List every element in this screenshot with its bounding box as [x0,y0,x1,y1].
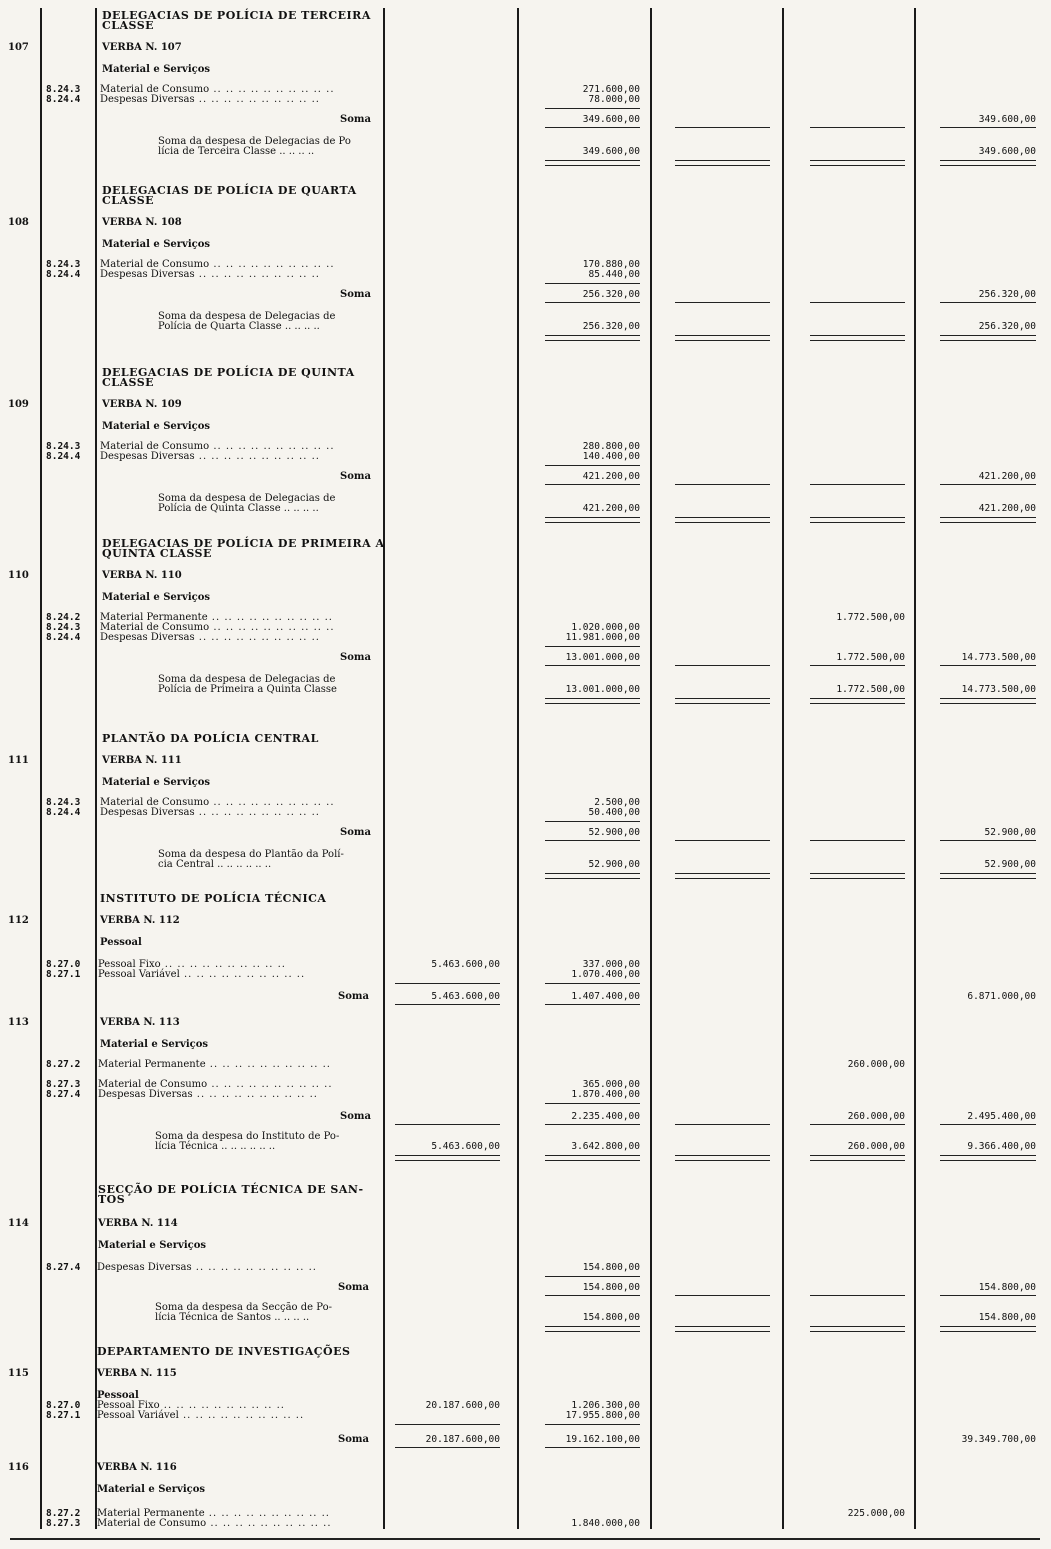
double-rule [810,873,905,879]
total-c2: 13.001.000,00 [565,684,640,695]
double-rule [940,1155,1036,1161]
verba-number: 107 [8,42,29,53]
double-rule [675,1155,770,1161]
col-line-b [517,8,519,1529]
total-c4: 1.772.500,00 [836,684,905,695]
double-rule [545,873,640,879]
verba-label: VERBA N. 113 [100,1017,180,1028]
item-label: Despesas Diversas .. .. [100,807,320,818]
total-label: Soma da despesa de Delegacias de [158,674,336,685]
verba-number: 116 [8,1462,29,1473]
group-label: Material e Serviços [102,777,211,788]
total-label: Soma da despesa da Secção de Po- [155,1302,332,1313]
section-title: DELEGACIAS DE POLÍCIA DE QUINTA [102,366,355,379]
col-line-d [782,8,784,1529]
soma-label: Soma [340,827,371,838]
item-code: 8.24.3 [46,622,81,633]
verba-label: VERBA N. 111 [102,755,182,766]
double-rule [810,698,905,704]
rule-line [940,302,1036,303]
soma-total: 349.600,00 [978,114,1036,125]
rule-line [545,283,640,284]
group-label: Pessoal [100,937,142,948]
verba-number: 110 [8,570,29,581]
group-label: Material e Serviços [102,64,211,75]
rule-line [545,108,640,109]
double-rule [675,698,770,704]
rule-line [545,1103,640,1104]
rule-line [395,1424,500,1425]
double-rule [675,1326,770,1332]
total-label: Polícia de Quarta Classe .. .. .. .. [158,321,320,332]
group-label: Material e Serviços [102,421,211,432]
total-label: lícia Técnica .. .. .. .. .. .. [155,1141,276,1152]
soma-label: Soma [338,1434,369,1445]
rule-line [810,302,905,303]
double-rule [545,517,640,523]
amount-c2: 19.162.100,00 [565,1434,640,1445]
rule-line [940,1295,1036,1296]
verba-number: 111 [8,755,29,766]
amount-c2: 52.900,00 [588,827,640,838]
amount-c2: 349.600,00 [582,114,640,125]
soma-label: Soma [340,289,371,300]
double-rule [675,517,770,523]
rule-line [675,127,770,128]
section-title: CLASSE [102,194,155,207]
item-code: 8.24.4 [46,269,81,280]
verba-label: VERBA N. 109 [102,399,182,410]
rule-line [675,665,770,666]
amount-c2: 170.880,00 [582,259,640,270]
page-bottom-rule [10,1538,1040,1540]
rule-line [545,127,640,128]
rule-line [395,983,500,984]
amount-c2: 271.600,00 [582,84,640,95]
item-label: Pessoal Fixo .. .. [97,1400,285,1411]
verba-number: 114 [8,1218,29,1229]
item-label: Material de Consumo .. .. [100,441,335,452]
double-rule [545,1155,640,1161]
item-label: Material de Consumo .. .. [100,622,335,633]
item-label: Pessoal Variável .. .. [98,969,305,980]
soma-total: 154.800,00 [978,1282,1036,1293]
double-rule [675,160,770,166]
rule-line [940,840,1036,841]
rule-line [940,484,1036,485]
amount-c2: 337.000,00 [582,959,640,970]
group-label: Pessoal [97,1390,139,1401]
amount-c2: 256.320,00 [582,289,640,300]
item-code: 8.24.4 [46,632,81,643]
rule-line [545,1424,640,1425]
amount-c4: 1.772.500,00 [836,612,905,623]
item-label: Material de Consumo .. .. [100,797,335,808]
rule-line [675,1295,770,1296]
section-title: SECÇÃO DE POLÍCIA TÉCNICA DE SAN- [98,1183,364,1196]
col-line-code [40,8,42,1529]
rule-line [810,127,905,128]
item-label: Material de Consumo .. .. [98,1079,333,1090]
verba-number: 115 [8,1368,29,1379]
rule-line [395,1004,500,1005]
section-title: QUINTA CLASSE [102,547,212,560]
total-label: cia Central .. .. .. .. .. .. [158,859,272,870]
amount-c1: 5.463.600,00 [431,1141,500,1152]
rule-line [545,1447,640,1448]
amount-c1: 5.463.600,00 [431,959,500,970]
rule-line [545,1004,640,1005]
amount-c2: 154.800,00 [582,1262,640,1273]
amount-c4: 260.000,00 [847,1059,905,1070]
amount-c2: 1.840.000,00 [571,1518,640,1529]
rule-line [940,1124,1036,1125]
item-code: 8.24.4 [46,94,81,105]
soma-total: 6.871.000,00 [967,991,1036,1002]
amount-c2: 1.407.400,00 [571,991,640,1002]
section-title: PLANTÃO DA POLÍCIA CENTRAL [102,732,319,745]
item-code: 8.27.2 [46,1508,81,1519]
item-code: 8.24.3 [46,84,81,95]
double-rule [940,517,1036,523]
total-c2: 154.800,00 [582,1312,640,1323]
total-label: lícia Técnica de Santos .. .. .. .. [155,1312,310,1323]
item-label: Pessoal Variável .. .. [97,1410,304,1421]
amount-c4: 260.000,00 [847,1111,905,1122]
verba-number: 112 [8,915,29,926]
verba-number: 108 [8,217,29,228]
rule-line [810,1295,905,1296]
rule-line [545,484,640,485]
total-label: Soma da despesa do Instituto de Po- [155,1131,340,1142]
item-code: 8.27.3 [46,1518,81,1529]
item-code: 8.24.2 [46,612,81,623]
rule-line [675,302,770,303]
section-title: INSTITUTO DE POLÍCIA TÉCNICA [100,892,327,905]
total-c5: 349.600,00 [978,146,1036,157]
rule-line [545,821,640,822]
double-rule [940,1326,1036,1332]
amount-c2: 365.000,00 [582,1079,640,1090]
amount-c2: 17.955.800,00 [565,1410,640,1421]
amount-c1: 20.187.600,00 [425,1434,500,1445]
soma-label: Soma [338,991,369,1002]
amount-c1: 5.463.600,00 [431,991,500,1002]
rule-line [810,665,905,666]
double-rule [810,1155,905,1161]
total-label: Polícia de Quinta Classe .. .. .. .. [158,503,319,514]
total-c2: 52.900,00 [588,859,640,870]
item-label: Despesas Diversas .. .. [100,94,320,105]
total-c5: 14.773.500,00 [961,684,1036,695]
soma-label: Soma [340,114,371,125]
item-code: 8.27.2 [46,1059,81,1070]
double-rule [810,1326,905,1332]
item-code: 8.24.3 [46,441,81,452]
item-code: 8.27.4 [46,1262,81,1273]
amount-c2: 280.800,00 [582,441,640,452]
total-c5: 9.366.400,00 [967,1141,1036,1152]
verba-label: VERBA N. 108 [102,217,182,228]
section-title: TOS [98,1193,126,1206]
item-code: 8.27.3 [46,1079,81,1090]
item-label: Despesas Diversas .. .. [97,1262,317,1273]
item-label: Despesas Diversas .. .. [100,269,320,280]
soma-total: 2.495.400,00 [967,1111,1036,1122]
item-code: 8.27.0 [46,959,81,970]
amount-c2: 50.400,00 [588,807,640,818]
rule-line [545,983,640,984]
rule-line [545,1276,640,1277]
double-rule [395,1155,500,1161]
rule-line [675,1124,770,1125]
soma-total: 14.773.500,00 [961,652,1036,663]
amount-c2: 1.870.400,00 [571,1089,640,1100]
group-label: Material e Serviços [100,1039,209,1050]
soma-total: 39.349.700,00 [961,1434,1036,1445]
total-c5: 154.800,00 [978,1312,1036,1323]
soma-label: Soma [340,471,371,482]
item-code: 8.27.1 [46,1410,81,1421]
item-code: 8.24.3 [46,259,81,270]
double-rule [810,160,905,166]
amount-c4: 260.000,00 [847,1141,905,1152]
col-line-label [95,8,97,1529]
double-rule [545,1326,640,1332]
soma-c4: 1.772.500,00 [836,652,905,663]
total-label: Soma da despesa de Delegacias de Po [158,136,351,147]
item-label: Despesas Diversas .. .. [98,1089,318,1100]
rule-line [545,1295,640,1296]
soma-total: 421.200,00 [978,471,1036,482]
item-label: Material Permanente .. .. [98,1059,331,1070]
group-label: Material e Serviços [97,1484,206,1495]
col-line-a [383,8,385,1529]
amount-c4: 225.000,00 [847,1508,905,1519]
item-label: Material de Consumo .. .. [97,1518,332,1529]
total-label: lícia de Terceira Classe .. .. .. .. [158,146,315,157]
item-label: Material de Consumo .. .. [100,259,335,270]
double-rule [940,335,1036,341]
verba-label: VERBA N. 112 [100,915,180,926]
soma-label: Soma [340,652,371,663]
total-label: Polícia de Primeira a Quinta Classe [158,684,337,695]
amount-c2: 85.440,00 [588,269,640,280]
rule-line [545,465,640,466]
rule-line [940,127,1036,128]
double-rule [810,335,905,341]
item-code: 8.27.4 [46,1089,81,1100]
item-code: 8.24.4 [46,451,81,462]
soma-label: Soma [340,1111,371,1122]
amount-c2: 2.235.400,00 [571,1111,640,1122]
total-c5: 256.320,00 [978,321,1036,332]
group-label: Material e Serviços [102,239,211,250]
verba-label: VERBA N. 116 [97,1462,177,1473]
section-title: CLASSE [102,376,155,389]
group-label: Material e Serviços [102,592,211,603]
rule-line [675,484,770,485]
soma-total: 256.320,00 [978,289,1036,300]
section-title: DELEGACIAS DE POLÍCIA DE PRIMEIRA A [102,537,385,550]
rule-line [545,665,640,666]
amount-c2: 13.001.000,00 [565,652,640,663]
item-label: Despesas Diversas .. .. [100,632,320,643]
item-code: 8.27.1 [46,969,81,980]
verba-label: VERBA N. 115 [97,1368,177,1379]
total-c2: 421.200,00 [582,503,640,514]
section-title: DEPARTAMENTO DE INVESTIGAÇÕES [97,1345,351,1358]
amount-c1: 20.187.600,00 [425,1400,500,1411]
amount-c2: 78.000,00 [588,94,640,105]
double-rule [545,698,640,704]
rule-line [545,646,640,647]
double-rule [675,335,770,341]
item-code: 8.24.3 [46,797,81,808]
rule-line [395,1447,500,1448]
verba-label: VERBA N. 107 [102,42,182,53]
amount-c2: 2.500,00 [594,797,640,808]
amount-c2: 1.020.000,00 [571,622,640,633]
double-rule [940,698,1036,704]
item-label: Material Permanente .. .. [100,612,333,623]
verba-label: VERBA N. 114 [98,1218,178,1229]
soma-label: Soma [338,1282,369,1293]
section-title: DELEGACIAS DE POLÍCIA DE TERCEIRA [102,9,371,22]
double-rule [940,160,1036,166]
item-label: Material de Consumo .. .. [100,84,335,95]
item-code: 8.27.0 [46,1400,81,1411]
amount-c2: 1.070.400,00 [571,969,640,980]
rule-line [810,484,905,485]
amount-c2: 3.642.800,00 [571,1141,640,1152]
amount-c2: 11.981.000,00 [565,632,640,643]
rule-line [940,665,1036,666]
rule-line [545,840,640,841]
amount-c2: 1.206.300,00 [571,1400,640,1411]
total-label: Soma da despesa de Delegacias de [158,311,336,322]
item-code: 8.24.4 [46,807,81,818]
total-label: Soma da despesa do Plantão da Polí- [158,849,344,860]
double-rule [545,335,640,341]
rule-line [395,1124,500,1125]
item-label: Material Permanente .. .. [97,1508,330,1519]
amount-c2: 140.400,00 [582,451,640,462]
total-c2: 349.600,00 [582,146,640,157]
rule-line [675,840,770,841]
col-line-e [914,8,916,1529]
amount-c2: 154.800,00 [582,1282,640,1293]
soma-total: 52.900,00 [984,827,1036,838]
group-label: Material e Serviços [98,1240,207,1251]
total-c2: 256.320,00 [582,321,640,332]
total-c5: 421.200,00 [978,503,1036,514]
verba-number: 113 [8,1017,29,1028]
amount-c2: 421.200,00 [582,471,640,482]
rule-line [810,1124,905,1125]
section-title: DELEGACIAS DE POLÍCIA DE QUARTA [102,184,357,197]
double-rule [675,873,770,879]
total-c5: 52.900,00 [984,859,1036,870]
item-label: Despesas Diversas .. .. [100,451,320,462]
total-label: Soma da despesa de Delegacias de [158,493,336,504]
double-rule [545,160,640,166]
rule-line [545,1124,640,1125]
verba-label: VERBA N. 110 [102,570,182,581]
verba-number: 109 [8,399,29,410]
rule-line [545,302,640,303]
item-label: Pessoal Fixo .. .. [98,959,286,970]
section-title: CLASSE [102,19,155,32]
col-line-c [650,8,652,1529]
double-rule [810,517,905,523]
rule-line [810,840,905,841]
double-rule [940,873,1036,879]
